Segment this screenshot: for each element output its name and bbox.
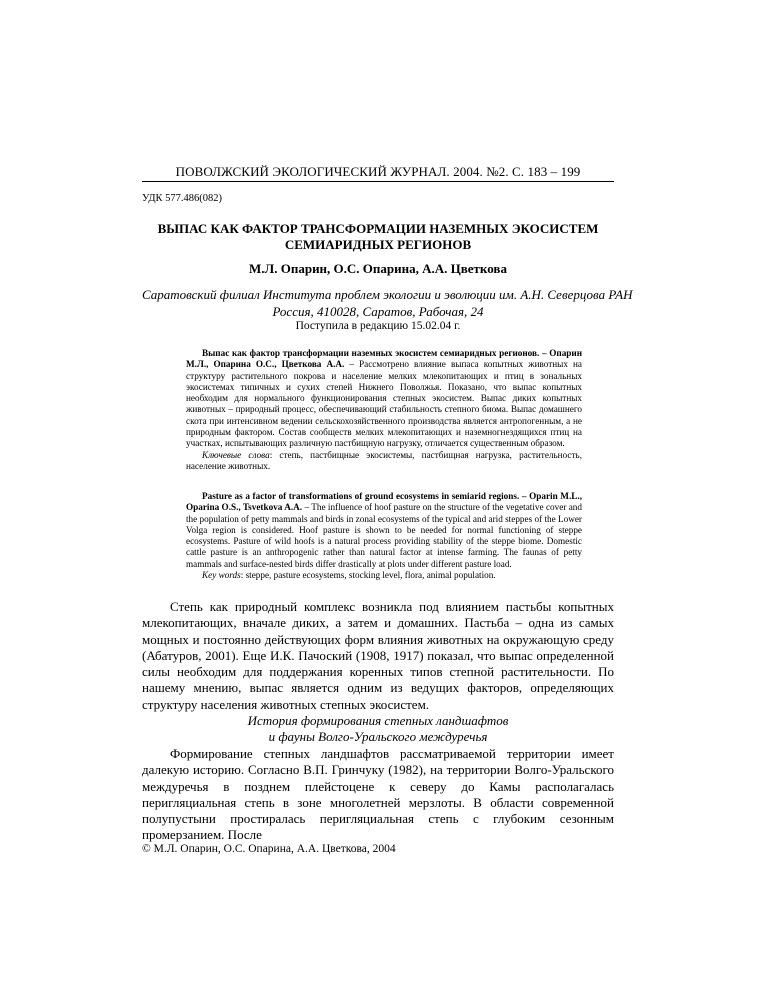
keywords-ru-text: : степь, пастбищные экосистемы, пастбищная нагрузка, растительность, население животных. <box>186 449 582 471</box>
affiliation <box>142 286 633 320</box>
running-head: ПОВОЛЖСКИЙ ЭКОЛОГИЧЕСКИЙ ЖУРНАЛ. 2004. №2. С. 183 – 199 <box>175 164 581 179</box>
abstract-ru-title: Выпас как фактор трансформации наземных экосистем семиаридных регионов. – Опарин М.Л., Опарина О.С., Цветкова А.А. <box>186 348 582 370</box>
body-paragraph-1 <box>142 599 614 713</box>
title-line-2: СЕМИАРИДНЫХ РЕГИОНОВ <box>284 237 472 252</box>
paragraph-text: Степь как природный комплекс возникла под влиянием пастьбы копытных млекопитающих, вначале диких, а затем и домашних. Пастьба – одна из самых мощных и постоянно действующих форм влияния животных на окружающую среду (Абатуров, 2001). Еще И.К. Пачоский (1908, 1917) показал, что выпас определенной силы необходим для поддержания коренных типов степной растительности. По нашему мнению, выпас является одним из ведущих факторов, определяющих структуру населения животных степных экосистем. <box>142 599 614 712</box>
keywords-ru <box>186 450 582 473</box>
keywords-en-label: Key words <box>202 570 241 581</box>
abstract-english <box>186 491 582 581</box>
abstract-en-title: Pasture as a factor of transformations of ground ecosystems in semiarid regions. – Oparin M.L., Oparina O.S., Tsvetkova A.A. <box>186 491 582 513</box>
copyright-notice: © М.Л. Опарин, О.С. Опарина, А.А. Цветкова, 2004 <box>142 843 396 855</box>
section-heading <box>142 713 614 745</box>
abstract-ru-body <box>186 348 582 450</box>
paragraph-text: Формирование степных ландшафтов рассматриваемой территории имеет далекую историю. Согласно В.П. Гринчуку (1982), на территории Волго-Уральского междуречья в позднем плейстоцене к северу до Камы располагалась перигляциальная степь в зоне многолетней мерзлоты. В области современной полупустыни простиралась перигляциальная степь с глубоким сезонным промерзанием. После <box>142 746 614 843</box>
abstract-ru-text: – Рассмотрено влияние выпаса копытных животных на структуру растительного покрова и население мелких млекопитающих и птиц в зональных экосистемах типичных и сухих степей Нижнего Поволжья. Показано, что выпас копытных необходим для нормального функционирования степных экосистем. Выпас диких копытных животных – природный процесс, обеспечивающий стабильность степного биома. Выпас домашнего скота при интенсивном ведении сельскохозяйственного производства является антропогенным, а не природным фактором. Состав сообществ мелких млекопитающих и наземногнездящихся птиц на участках, испытывающих различную пастбищную нагрузку, отличается существенным образом. <box>186 359 582 449</box>
body-paragraph-2 <box>142 746 614 844</box>
keywords-ru-label: Ключевые слова <box>202 449 270 460</box>
section-heading-line-1: История формирования степных ландшафтов <box>247 713 509 728</box>
received-date: Поступила в редакцию 15.02.04 г. <box>295 320 461 332</box>
keywords-en-text: : steppe, pasture ecosystems, stocking level, flora, animal population. <box>240 570 496 581</box>
article-title <box>142 221 614 253</box>
keywords-en <box>186 570 582 581</box>
header-rule <box>142 181 614 182</box>
title-line-1: ВЫПАС КАК ФАКТОР ТРАНСФОРМАЦИИ НАЗЕМНЫХ ЭКОСИСТЕМ <box>157 221 599 236</box>
abstract-russian <box>186 348 582 472</box>
article-authors: М.Л. Опарин, О.С. Опарина, А.А. Цветкова <box>249 261 507 276</box>
abstract-en-text: – The influence of hoof pasture on the structure of the vegetative cover and the population of petty mammals and birds in zonal ecosystems of the typical and arid steppes of the Lower Volga region is considered. Hoof pasture is shown to be needed for normal functioning of steppe ecosystems. Pasture of wild hoofs is a natural process providing stability of the steppe biome. Domestic cattle pasture is an anthropogenic rather than natural factor at intense farming. The faunas of petty mammals and surface-nested birds differ drastically at plots under different pasture load. <box>186 502 582 569</box>
section-heading-line-2: и фауны Волго-Уральского междуречья <box>268 729 488 744</box>
affiliation-line-1: Саратовский филиал Института проблем экологии и эволюции им. А.Н. Северцова РАН <box>142 287 633 302</box>
affiliation-line-2: Россия, 410028, Саратов, Рабочая, 24 <box>272 304 484 319</box>
udk-code: УДК 577.486(082) <box>142 193 223 204</box>
abstract-en-body <box>186 491 582 570</box>
